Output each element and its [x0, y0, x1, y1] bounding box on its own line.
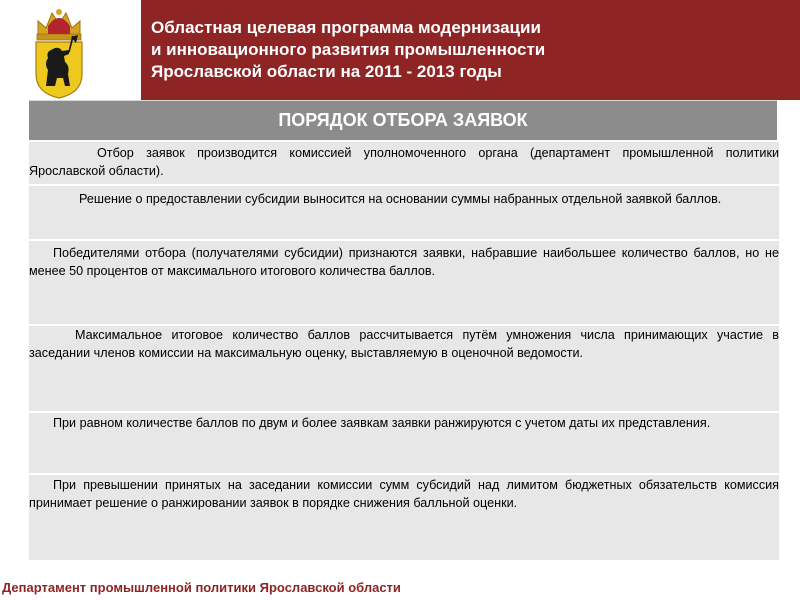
paragraph-block: [29, 184, 779, 239]
footer-department: Департамент промышленной политики Ярославской области: [2, 580, 401, 595]
section-title: ПОРЯДОК ОТБОРА ЗАЯВОК: [29, 100, 777, 140]
coat-of-arms-icon: [24, 4, 94, 100]
paragraph-text: Отбор заявок производится комиссией уполномоченного органа (департамент промышленной политики Ярославской области).: [29, 146, 779, 178]
header-banner: [141, 0, 800, 100]
paragraph-block: [29, 140, 779, 184]
paragraph-text: Максимальное итоговое количество баллов рассчитывается путём умножения числа принимающих участие в заседании членов комиссии на максимальную оценку, выставляемую в оценочной ведомости.: [29, 328, 779, 360]
paragraph-text: При превышении принятых на заседании комиссии сумм субсидий над лимитом бюджетных обязательств комиссия принимает решение о ранжировании заявок в порядке снижения балльной оценки.: [29, 478, 779, 510]
header-title-line: Ярославской области на 2011 - 2013 годы: [151, 62, 502, 81]
paragraph-text: Победителями отбора (получателями субсидии) признаются заявки, набравшие наибольшее количество баллов, но не менее 50 процентов от максимального итогового количества баллов.: [29, 246, 779, 278]
paragraph-block: [29, 324, 779, 411]
paragraph-block: [29, 411, 779, 473]
header-title-line: Областная целевая программа модернизации: [151, 18, 541, 37]
paragraph-text: При равном количестве баллов по двум и более заявкам заявки ранжируются с учетом даты их представления.: [53, 416, 711, 430]
paragraph-text: Решение о предоставлении субсидии выносится на основании суммы набранных отдельной заявкой баллов.: [79, 192, 722, 206]
paragraph-block: [29, 239, 779, 324]
header-title-line: и инновационного развития промышленности: [151, 40, 546, 59]
content-area: [29, 140, 779, 560]
paragraph-block: [29, 473, 779, 560]
